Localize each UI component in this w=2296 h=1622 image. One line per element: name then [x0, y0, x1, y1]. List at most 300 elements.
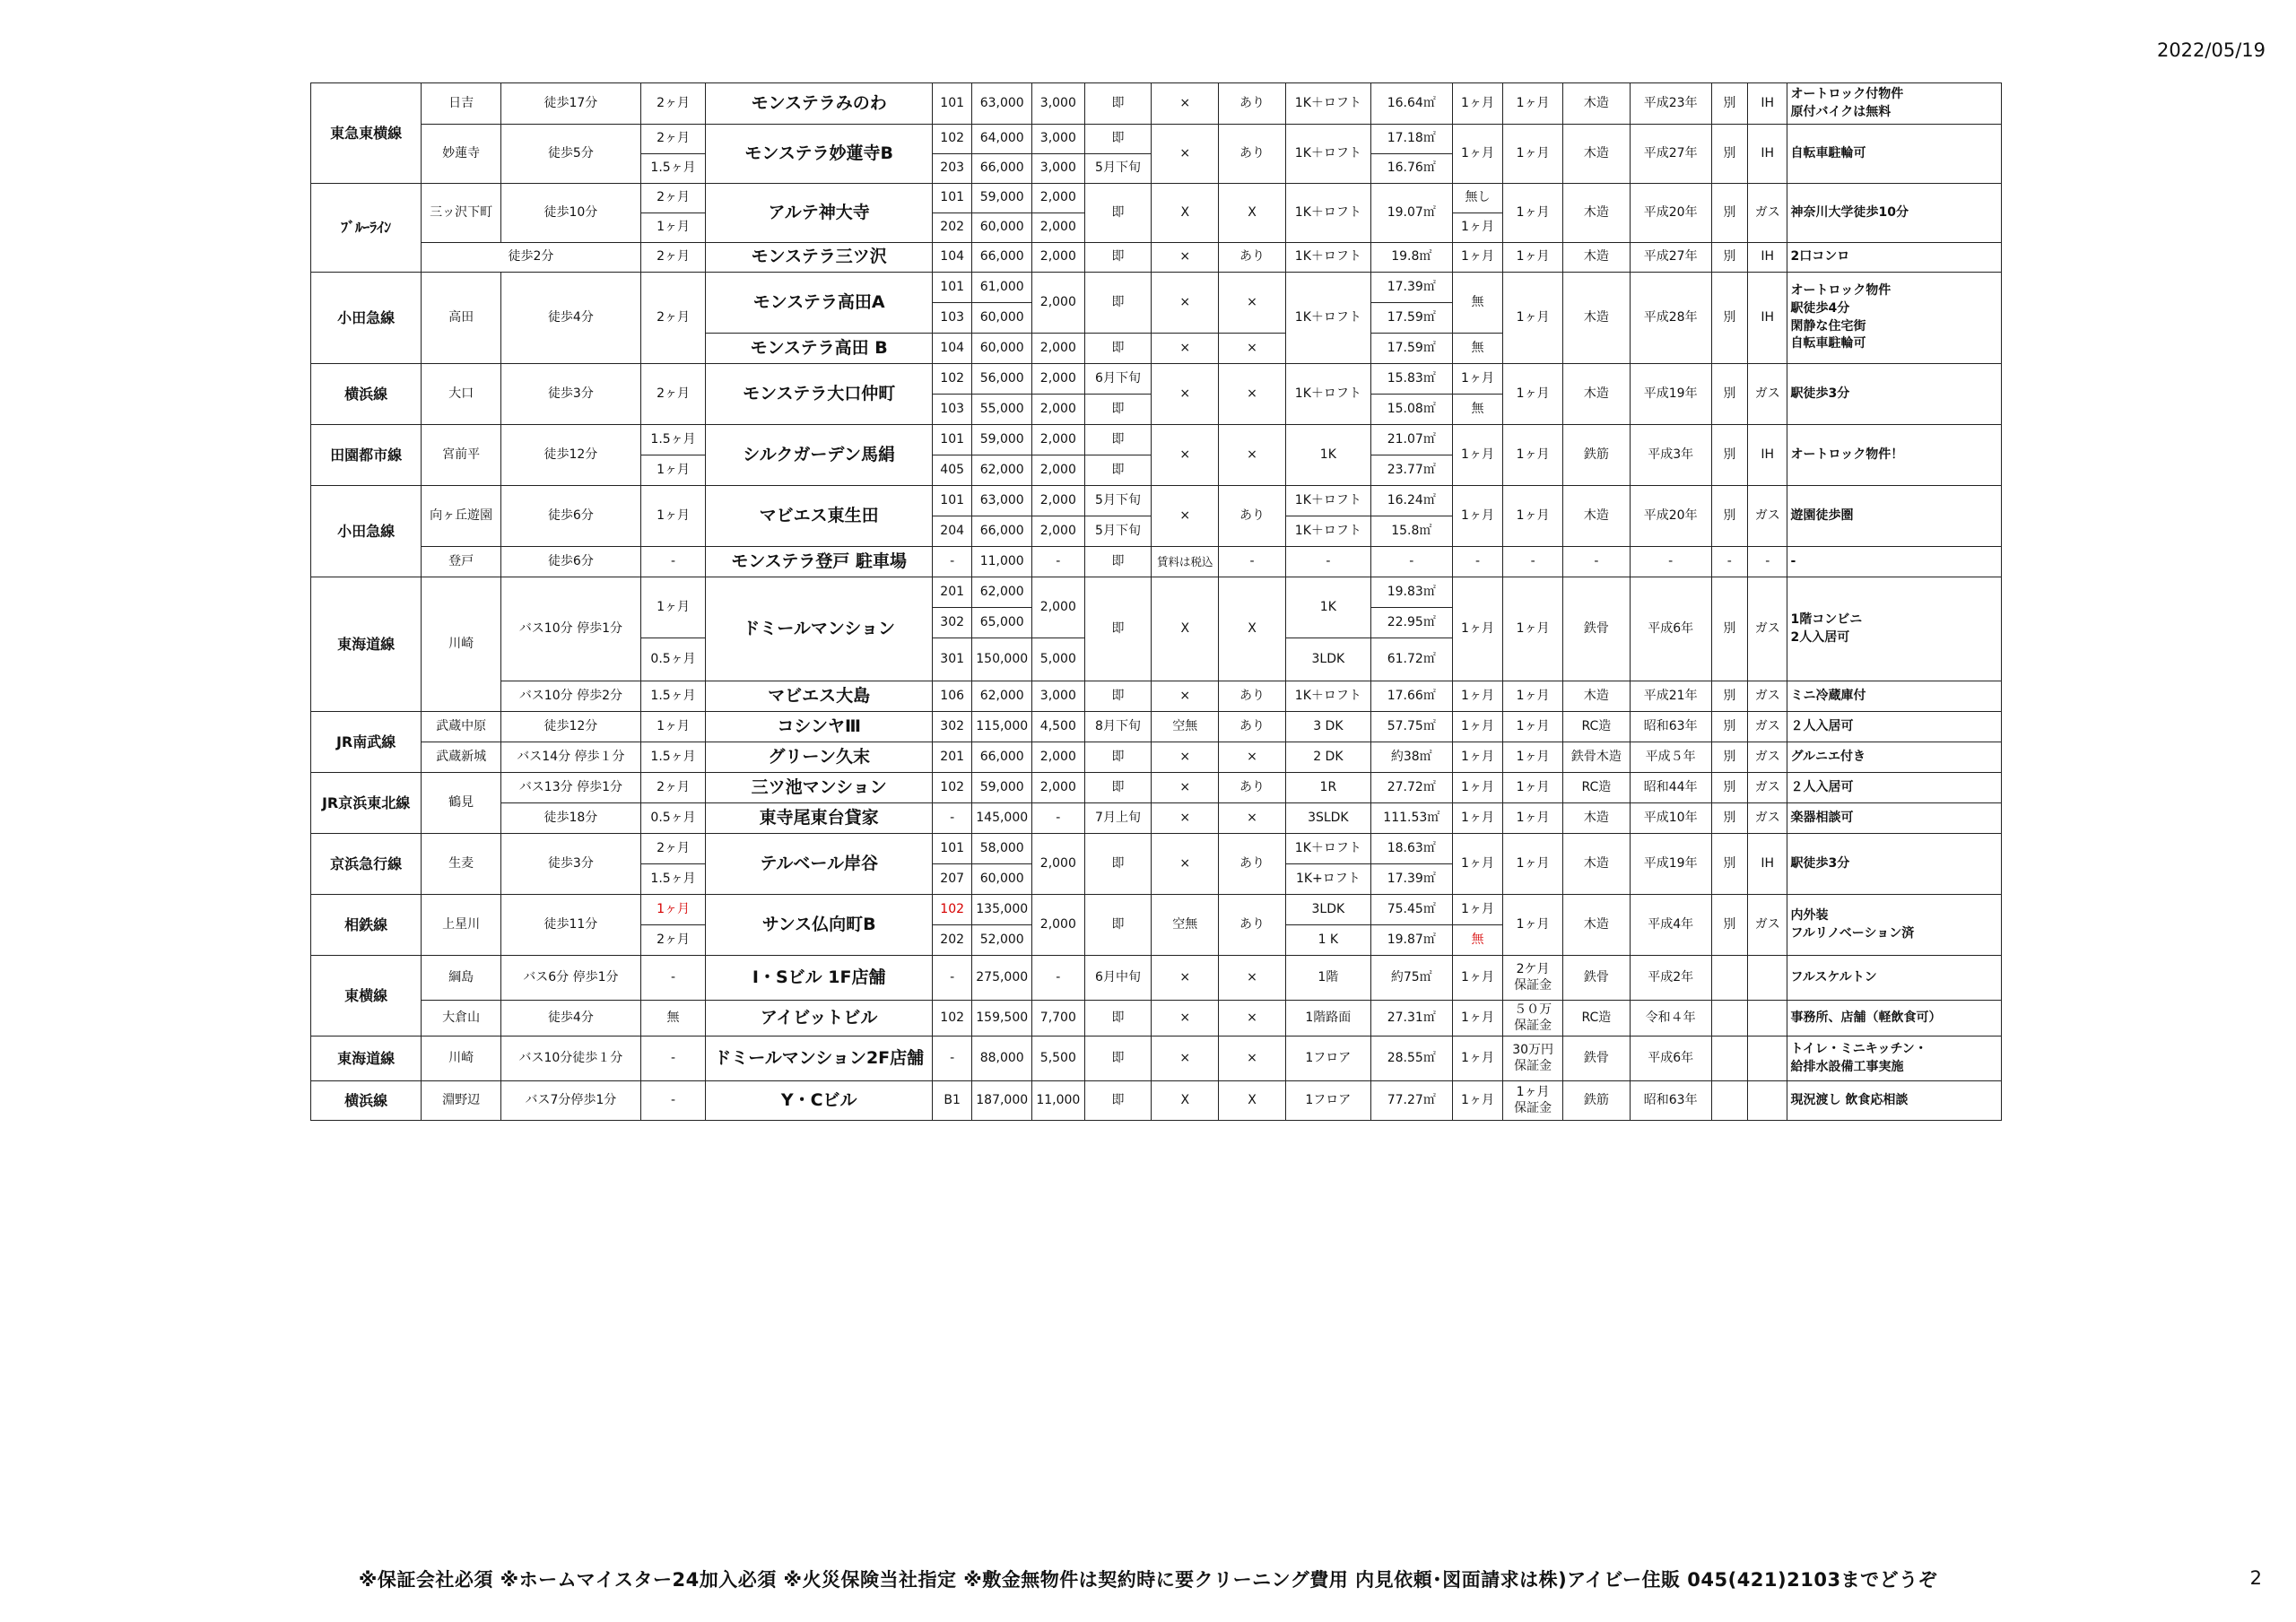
table-cell: 木造 — [1562, 243, 1630, 273]
table-cell: 1K＋ロフト — [1285, 364, 1370, 425]
table-cell: 66,000 — [972, 516, 1032, 547]
table-cell: ガス — [1748, 486, 1787, 547]
table-cell: ガス — [1748, 364, 1787, 425]
table-cell: 鶴見 — [422, 773, 501, 834]
table-cell: 8月下旬 — [1084, 712, 1152, 742]
table-cell: IH — [1748, 425, 1787, 486]
table-cell: 2 DK — [1285, 742, 1370, 773]
table-cell: 19.07㎡ — [1370, 184, 1452, 243]
table-cell: 1ヶ月 — [1452, 486, 1503, 547]
table-cell: アイビットビル — [706, 1001, 933, 1037]
table-cell: 1ヶ月 — [640, 895, 706, 925]
table-cell: あり — [1219, 834, 1286, 895]
table-cell: 59,000 — [972, 425, 1032, 455]
table-cell: 木造 — [1562, 364, 1630, 425]
table-row — [311, 1037, 2002, 1081]
table-cell: 5月下旬 — [1084, 154, 1152, 184]
table-cell: 別 — [1711, 742, 1747, 773]
table-cell: 1ヶ月 — [1503, 773, 1563, 803]
table-cell: グルニエ付き — [1787, 742, 2002, 773]
table-cell: 1階路面 — [1285, 1001, 1370, 1037]
table-cell: 小田急線 — [311, 486, 422, 577]
table-cell: - — [1032, 547, 1085, 577]
table-cell: - — [932, 956, 971, 1001]
table-cell: 201 — [932, 577, 971, 608]
table-cell: 3LDK — [1285, 895, 1370, 925]
table-cell: 別 — [1711, 773, 1747, 803]
table-cell: 徒歩3分 — [501, 364, 641, 425]
table-cell — [1748, 1081, 1787, 1121]
table-cell: 1K＋ロフト — [1285, 486, 1370, 516]
table-cell: - — [1748, 547, 1787, 577]
table-cell: 103 — [932, 395, 971, 425]
table-cell: 2,000 — [1032, 895, 1085, 956]
table-cell: 52,000 — [972, 925, 1032, 956]
table-cell: マビエス東生田 — [706, 486, 933, 547]
table-cell: 63,000 — [972, 486, 1032, 516]
table-cell: 2ヶ月 — [640, 925, 706, 956]
table-cell: 向ヶ丘遊園 — [422, 486, 501, 547]
table-cell: 23.77㎡ — [1370, 455, 1452, 486]
table-cell: × — [1219, 273, 1286, 334]
table-cell: × — [1152, 364, 1219, 425]
table-cell: RC造 — [1562, 712, 1630, 742]
table-cell: 2,000 — [1032, 577, 1085, 638]
table-cell: - — [1503, 547, 1563, 577]
table-cell: 平成28年 — [1630, 273, 1711, 364]
table-cell: 平成23年 — [1630, 83, 1711, 125]
table-cell: 2ケ月 保証金 — [1503, 956, 1563, 1001]
table-cell: RC造 — [1562, 1001, 1630, 1037]
table-cell: RC造 — [1562, 773, 1630, 803]
table-cell: × — [1152, 486, 1219, 547]
table-cell: 即 — [1084, 184, 1152, 243]
table-cell: 3,000 — [1032, 83, 1085, 125]
table-cell: 57.75㎡ — [1370, 712, 1452, 742]
table-cell: × — [1152, 425, 1219, 486]
table-cell: 平成５年 — [1630, 742, 1711, 773]
table-cell: 1.5ヶ月 — [640, 154, 706, 184]
table-cell: あり — [1219, 125, 1286, 184]
table-cell: 徒歩2分 — [422, 243, 640, 273]
table-cell: 事務所、店舗（軽飲食可） — [1787, 1001, 2002, 1037]
table-cell: 1ヶ月 — [1452, 425, 1503, 486]
table-cell: 2,000 — [1032, 334, 1085, 364]
table-cell: 1ヶ月 保証金 — [1503, 1081, 1563, 1121]
table-cell: 302 — [932, 608, 971, 638]
table-cell: 即 — [1084, 681, 1152, 712]
table-cell: 2,000 — [1032, 834, 1085, 895]
table-cell: × — [1152, 334, 1219, 364]
print-date: 2022/05/19 — [2156, 39, 2266, 61]
table-cell — [1711, 1081, 1747, 1121]
table-cell: 内外装 フルリノベーション済 — [1787, 895, 2002, 956]
table-cell: 5月下旬 — [1084, 516, 1152, 547]
table-cell: 1ヶ月 — [1452, 803, 1503, 834]
table-cell: フルスケルトン — [1787, 956, 2002, 1001]
table-cell: 18.63㎡ — [1370, 834, 1452, 864]
table-cell: 59,000 — [972, 773, 1032, 803]
table-cell: 高田 — [422, 273, 501, 364]
table-cell: 即 — [1084, 395, 1152, 425]
table-cell: 賃料は税込 — [1152, 547, 1219, 577]
table-cell: 2,000 — [1032, 364, 1085, 395]
table-cell: 2,000 — [1032, 425, 1085, 455]
table-cell: 平成19年 — [1630, 834, 1711, 895]
table-cell: - — [640, 956, 706, 1001]
table-cell: あり — [1219, 712, 1286, 742]
table-cell: 別 — [1711, 273, 1747, 364]
table-cell: × — [1219, 803, 1286, 834]
table-cell: X — [1219, 577, 1286, 681]
table-cell: 1ヶ月 — [640, 455, 706, 486]
table-cell: 207 — [932, 864, 971, 895]
table-cell: 鉄筋 — [1562, 1081, 1630, 1121]
table-row — [311, 364, 2002, 395]
table-cell: 1K＋ロフト — [1285, 243, 1370, 273]
table-cell: 21.07㎡ — [1370, 425, 1452, 455]
table-cell: 1ヶ月 — [1503, 577, 1563, 681]
table-cell: 即 — [1084, 834, 1152, 895]
table-cell: 木造 — [1562, 803, 1630, 834]
table-cell: 平成20年 — [1630, 486, 1711, 547]
table-cell: 5,000 — [1032, 638, 1085, 681]
table-cell: 101 — [932, 425, 971, 455]
table-cell: 7,700 — [1032, 1001, 1085, 1037]
table-cell: 1ヶ月 — [1503, 243, 1563, 273]
table-cell: 1ヶ月 — [1452, 1081, 1503, 1121]
table-cell: コシンヤⅢ — [706, 712, 933, 742]
table-cell: 上星川 — [422, 895, 501, 956]
table-cell: × — [1152, 742, 1219, 773]
table-cell: IH — [1748, 834, 1787, 895]
table-cell: 徒歩17分 — [501, 83, 641, 125]
table-cell: 徒歩4分 — [501, 273, 641, 364]
table-cell: 1.5ヶ月 — [640, 742, 706, 773]
table-cell: 平成21年 — [1630, 681, 1711, 712]
table-cell: 平成19年 — [1630, 364, 1711, 425]
table-cell: 2,000 — [1032, 243, 1085, 273]
table-cell: 1ヶ月 — [1452, 742, 1503, 773]
table-cell: 3SLDK — [1285, 803, 1370, 834]
table-cell: 15.08㎡ — [1370, 395, 1452, 425]
table-cell: 102 — [932, 895, 971, 925]
table-cell: 101 — [932, 273, 971, 303]
table-cell: 101 — [932, 834, 971, 864]
table-cell: 鉄骨木造 — [1562, 742, 1630, 773]
table-cell — [1748, 1037, 1787, 1081]
table-cell: 2,000 — [1032, 184, 1085, 213]
table-cell: 1K+ロフト — [1285, 864, 1370, 895]
table-cell: 無 — [1452, 925, 1503, 956]
table-cell: - — [932, 1037, 971, 1081]
table-cell: IH — [1748, 243, 1787, 273]
table-cell: 60,000 — [972, 864, 1032, 895]
table-cell: 鉄骨 — [1562, 577, 1630, 681]
table-cell: × — [1152, 773, 1219, 803]
table-cell: 武蔵新城 — [422, 742, 501, 773]
table-cell: 日吉 — [422, 83, 501, 125]
table-cell: × — [1219, 334, 1286, 364]
table-cell: 木造 — [1562, 273, 1630, 364]
table-cell: 19.8㎡ — [1370, 243, 1452, 273]
table-cell: あり — [1219, 681, 1286, 712]
table-cell: モンステラ高田 B — [706, 334, 933, 364]
table-cell: 別 — [1711, 364, 1747, 425]
table-cell: 無 — [640, 1001, 706, 1037]
table-cell: 1R — [1285, 773, 1370, 803]
table-cell: 75.45㎡ — [1370, 895, 1452, 925]
table-cell: ２人入居可 — [1787, 712, 2002, 742]
table-cell: 徒歩5分 — [501, 125, 641, 184]
table-cell: 木造 — [1562, 83, 1630, 125]
table-cell: 遊園徒歩圏 — [1787, 486, 2002, 547]
table-cell: - — [640, 1081, 706, 1121]
table-cell: 15.8㎡ — [1370, 516, 1452, 547]
table-cell: 1ヶ月 — [1452, 773, 1503, 803]
table-cell: 別 — [1711, 834, 1747, 895]
table-cell: 115,000 — [972, 712, 1032, 742]
table-cell: 宮前平 — [422, 425, 501, 486]
table-cell: 空無 — [1152, 895, 1219, 956]
table-cell: 11,000 — [972, 547, 1032, 577]
table-cell: 30万円 保証金 — [1503, 1037, 1563, 1081]
table-row — [311, 577, 2002, 608]
table-cell: 1階コンビニ 2人入居可 — [1787, 577, 2002, 681]
table-cell: 1ヶ月 — [1452, 1037, 1503, 1081]
table-cell: 駅徒歩3分 — [1787, 834, 2002, 895]
table-cell: 徒歩3分 — [501, 834, 641, 895]
table-cell: ミニ冷蔵庫付 — [1787, 681, 2002, 712]
table-cell: 大倉山 — [422, 1001, 501, 1037]
table-cell — [1711, 1037, 1747, 1081]
table-cell: 1ヶ月 — [1452, 956, 1503, 1001]
table-cell: 104 — [932, 334, 971, 364]
table-cell: 1K — [1285, 577, 1370, 638]
table-cell: 即 — [1084, 243, 1152, 273]
table-cell: サンス仏向町B — [706, 895, 933, 956]
table-cell: 1.5ヶ月 — [640, 681, 706, 712]
table-cell: 約75㎡ — [1370, 956, 1452, 1001]
table-cell: ドミールマンション2F店舗 — [706, 1037, 933, 1081]
table-cell: 自転車駐輪可 — [1787, 125, 2002, 184]
table-cell: 1ヶ月 — [1452, 712, 1503, 742]
table-cell: 別 — [1711, 803, 1747, 834]
table-cell: 15.83㎡ — [1370, 364, 1452, 395]
table-cell: 2,000 — [1032, 395, 1085, 425]
table-cell: 別 — [1711, 425, 1747, 486]
table-cell: × — [1219, 364, 1286, 425]
table-cell: 55,000 — [972, 395, 1032, 425]
table-cell: 17.18㎡ — [1370, 125, 1452, 154]
table-row — [311, 125, 2002, 154]
table-cell: 1K — [1285, 425, 1370, 486]
table-cell: 16.24㎡ — [1370, 486, 1452, 516]
table-cell: 203 — [932, 154, 971, 184]
table-cell: 60,000 — [972, 303, 1032, 334]
table-cell: ガス — [1748, 577, 1787, 681]
table-cell: 66,000 — [972, 154, 1032, 184]
table-cell: ガス — [1748, 773, 1787, 803]
table-cell: あり — [1219, 243, 1286, 273]
table-cell: - — [1285, 547, 1370, 577]
table-cell: X — [1152, 184, 1219, 243]
table-cell: 生麦 — [422, 834, 501, 895]
table-cell: 3 DK — [1285, 712, 1370, 742]
table-cell: × — [1219, 425, 1286, 486]
table-cell: 66,000 — [972, 742, 1032, 773]
table-cell: 昭和63年 — [1630, 712, 1711, 742]
table-cell: ５０万 保証金 — [1503, 1001, 1563, 1037]
table-cell: バス13分 停歩1分 — [501, 773, 641, 803]
table-cell: 302 — [932, 712, 971, 742]
table-cell: 102 — [932, 125, 971, 154]
table-cell: - — [1370, 547, 1452, 577]
table-cell: 即 — [1084, 425, 1152, 455]
table-cell: 鉄筋 — [1562, 425, 1630, 486]
table-cell: 16.64㎡ — [1370, 83, 1452, 125]
table-cell: 201 — [932, 742, 971, 773]
table-cell: 即 — [1084, 125, 1152, 154]
table-cell: 1フロア — [1285, 1037, 1370, 1081]
table-cell: 101 — [932, 184, 971, 213]
table-cell: 19.87㎡ — [1370, 925, 1452, 956]
table-cell: 1K＋ロフト — [1285, 516, 1370, 547]
table-cell: ガス — [1748, 895, 1787, 956]
table-cell: 1ヶ月 — [1503, 125, 1563, 184]
table-cell: 田園都市線 — [311, 425, 422, 486]
table-cell: 平成6年 — [1630, 577, 1711, 681]
table-cell: 東海道線 — [311, 1037, 422, 1081]
table-cell: 2口コンロ — [1787, 243, 2002, 273]
table-cell: モンステラ妙蓮寺B — [706, 125, 933, 184]
table-cell: 1ヶ月 — [1452, 834, 1503, 895]
table-cell: 平成10年 — [1630, 803, 1711, 834]
table-cell: 104 — [932, 243, 971, 273]
table-cell: IH — [1748, 83, 1787, 125]
table-cell: 木造 — [1562, 895, 1630, 956]
table-cell: 駅徒歩3分 — [1787, 364, 2002, 425]
table-cell: ドミールマンション — [706, 577, 933, 681]
table-cell: 202 — [932, 925, 971, 956]
table-cell: 別 — [1711, 895, 1747, 956]
table-cell: 1ヶ月 — [1503, 486, 1563, 547]
table-row — [311, 956, 2002, 1001]
table-cell: ガス — [1748, 742, 1787, 773]
table-cell: 150,000 — [972, 638, 1032, 681]
table-cell: オートロック物件 駅徒歩4分 閑静な住宅街 自転車駐輪可 — [1787, 273, 2002, 364]
table-row — [311, 834, 2002, 864]
table-cell: 空無 — [1152, 712, 1219, 742]
table-cell: 1ヶ月 — [640, 577, 706, 638]
table-cell: 61,000 — [972, 273, 1032, 303]
table-cell: 0.5ヶ月 — [640, 803, 706, 834]
table-cell: 27.31㎡ — [1370, 1001, 1452, 1037]
table-cell: 川崎 — [422, 1037, 501, 1081]
table-cell: 鉄骨 — [1562, 1037, 1630, 1081]
table-cell: 60,000 — [972, 334, 1032, 364]
table-cell: IH — [1748, 273, 1787, 364]
table-cell: トイレ・ミニキッチン・ 給排水設備工事実施 — [1787, 1037, 2002, 1081]
table-cell: 即 — [1084, 1081, 1152, 1121]
table-cell: モンステラ高田A — [706, 273, 933, 334]
table-cell: 61.72㎡ — [1370, 638, 1452, 681]
table-cell: 6月中旬 — [1084, 956, 1152, 1001]
table-cell — [1748, 956, 1787, 1001]
table-cell: 1階 — [1285, 956, 1370, 1001]
table-cell: 東寺尾東台貸家 — [706, 803, 933, 834]
table-cell: 2ヶ月 — [640, 364, 706, 425]
table-cell: - — [1787, 547, 2002, 577]
table-cell: 63,000 — [972, 83, 1032, 125]
table-cell: 1ヶ月 — [1452, 83, 1503, 125]
table-cell: 1フロア — [1285, 1081, 1370, 1121]
table-cell: 1ヶ月 — [1503, 895, 1563, 956]
table-cell: 1ヶ月 — [640, 213, 706, 243]
table-cell: 58,000 — [972, 834, 1032, 864]
table-cell: 17.59㎡ — [1370, 303, 1452, 334]
table-cell: 徒歩12分 — [501, 712, 641, 742]
table-cell: - — [640, 1037, 706, 1081]
table-row — [311, 1001, 2002, 1037]
table-cell: 1ヶ月 — [640, 712, 706, 742]
table-cell: 1ヶ月 — [1503, 834, 1563, 895]
table-cell: 1ヶ月 — [1452, 577, 1503, 681]
table-cell: 1.5ヶ月 — [640, 864, 706, 895]
table-cell: - — [640, 547, 706, 577]
table-cell: 1ヶ月 — [1503, 425, 1563, 486]
table-cell: 103 — [932, 303, 971, 334]
table-cell: - — [1630, 547, 1711, 577]
table-cell: ガス — [1748, 712, 1787, 742]
table-cell: 1ヶ月 — [1452, 213, 1503, 243]
table-cell: 1K＋ロフト — [1285, 125, 1370, 184]
table-cell: 17.39㎡ — [1370, 864, 1452, 895]
table-cell: 別 — [1711, 681, 1747, 712]
table-cell: 別 — [1711, 83, 1747, 125]
table-cell: 東急東横線 — [311, 83, 422, 184]
table-cell: 令和４年 — [1630, 1001, 1711, 1037]
table-cell: 即 — [1084, 773, 1152, 803]
table-cell — [1711, 1001, 1747, 1037]
table-cell: 66,000 — [972, 243, 1032, 273]
table-cell: 11,000 — [1032, 1081, 1085, 1121]
table-cell: Y・Cビル — [706, 1081, 933, 1121]
table-cell: 2,000 — [1032, 486, 1085, 516]
table-cell: 17.59㎡ — [1370, 334, 1452, 364]
table-cell: 1ヶ月 — [1503, 803, 1563, 834]
table-cell: 16.76㎡ — [1370, 154, 1452, 184]
table-row — [311, 547, 2002, 577]
table-cell: 1ヶ月 — [640, 486, 706, 547]
property-listing-table — [310, 82, 2002, 1121]
table-cell: 17.39㎡ — [1370, 273, 1452, 303]
table-cell: 187,000 — [972, 1081, 1032, 1121]
table-cell: 三ツ池マンション — [706, 773, 933, 803]
table-cell: 徒歩10分 — [501, 184, 641, 243]
table-cell: シルクガーデン馬絹 — [706, 425, 933, 486]
table-cell: 2,000 — [1032, 213, 1085, 243]
table-cell: アルテ神大寺 — [706, 184, 933, 243]
table-cell: 平成4年 — [1630, 895, 1711, 956]
table-cell: モンステラ三ツ沢 — [706, 243, 933, 273]
table-cell: 淵野辺 — [422, 1081, 501, 1121]
table-cell: - — [1562, 547, 1630, 577]
table-cell: 別 — [1711, 486, 1747, 547]
table-row — [311, 1081, 2002, 1121]
table-cell: × — [1152, 681, 1219, 712]
table-row — [311, 803, 2002, 834]
